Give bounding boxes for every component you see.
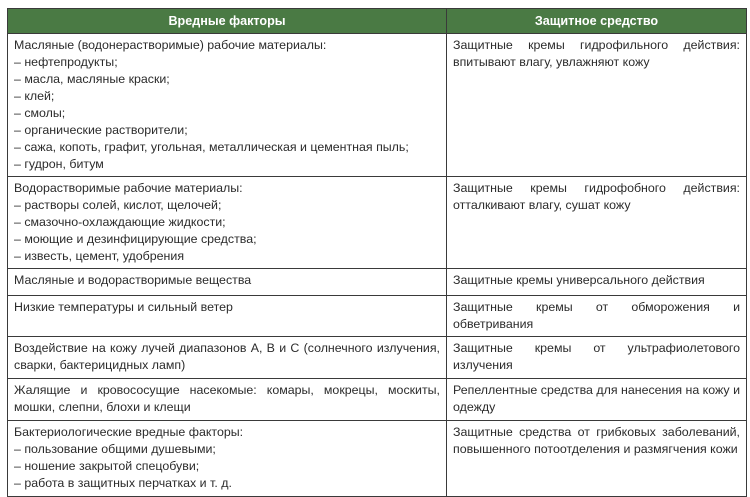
- factor-line: Жалящие и кровососущие насекомые: комары, мокрецы, москиты, мошки, слепни, блохи и клещи: [14, 383, 440, 414]
- factor-line: Масляные и водорастворимые вещества: [14, 273, 252, 287]
- protection-cell: Защитные кремы от обморожения и обветривания: [447, 296, 747, 337]
- protection-cell: Защитные кремы универсального действия: [447, 269, 747, 296]
- table-row: [8, 269, 747, 296]
- protection-cell: Репеллентные средства для нанесения на кожу и одежду: [447, 379, 747, 421]
- harmful-factors-protection-table: [7, 8, 747, 497]
- factor-line: Масляные (водонерастворимые) рабочие материалы:: [14, 38, 327, 52]
- factor-line: – работа в защитных перчатках и т. д.: [14, 476, 232, 490]
- factor-line: – пользование общими душевыми;: [14, 442, 216, 456]
- table-row: [8, 296, 747, 337]
- table-row: [8, 177, 747, 269]
- protection-cell: Защитные средства от грибковых заболеваний, повышенного потоотделения и размягчения кожи: [447, 421, 747, 497]
- protection-cell: Защитные кремы гидрофильного действия: впитывают влагу, увлажняют кожу: [447, 34, 747, 177]
- factor-line: – нефтепродукты;: [14, 55, 118, 69]
- factor-cell: [8, 337, 447, 379]
- factor-line: – моющие и дезинфицирующие средства;: [14, 232, 257, 246]
- factor-line: – масла, масляные краски;: [14, 72, 170, 86]
- table-row: [8, 421, 747, 497]
- factor-line: – сажа, копоть, графит, угольная, металлическая и цементная пыль;: [14, 140, 409, 154]
- column-header-harmful-factors: Вредные факторы: [8, 9, 447, 34]
- factor-cell: [8, 177, 447, 269]
- factor-cell: [8, 421, 447, 497]
- factor-line: – смолы;: [14, 106, 66, 120]
- column-header-protective-means: Защитное средство: [447, 9, 747, 34]
- table-row: [8, 379, 747, 421]
- factor-line: – известь, цемент, удобрения: [14, 249, 185, 263]
- factor-line: – смазочно-охлаждающие жидкости;: [14, 215, 226, 229]
- factor-line: – растворы солей, кислот, щелочей;: [14, 198, 222, 212]
- factor-cell: [8, 296, 447, 337]
- factor-line: Водорастворимые рабочие материалы:: [14, 181, 243, 195]
- table-row: [8, 34, 747, 177]
- factor-line: – гудрон, битум: [14, 157, 104, 171]
- factor-line: Бактериологические вредные факторы:: [14, 425, 244, 439]
- protection-cell: Защитные кремы от ультрафиолетового излучения: [447, 337, 747, 379]
- protection-table-container: [7, 8, 746, 497]
- factor-line: – клей;: [14, 89, 55, 103]
- factor-line: – органические растворители;: [14, 123, 188, 137]
- protection-cell: Защитные кремы гидрофобного действия: отталкивают влагу, сушат кожу: [447, 177, 747, 269]
- table-header-row: [8, 9, 747, 34]
- factor-line: Низкие температуры и сильный ветер: [14, 300, 233, 314]
- factor-cell: [8, 34, 447, 177]
- factor-cell: [8, 379, 447, 421]
- factor-cell: [8, 269, 447, 296]
- factor-line: Воздействие на кожу лучей диапазонов А, В и С (солнечного излучения, сварки, бактерицидных ламп): [14, 341, 440, 372]
- factor-line: – ношение закрытой спецобуви;: [14, 459, 200, 473]
- table-row: [8, 337, 747, 379]
